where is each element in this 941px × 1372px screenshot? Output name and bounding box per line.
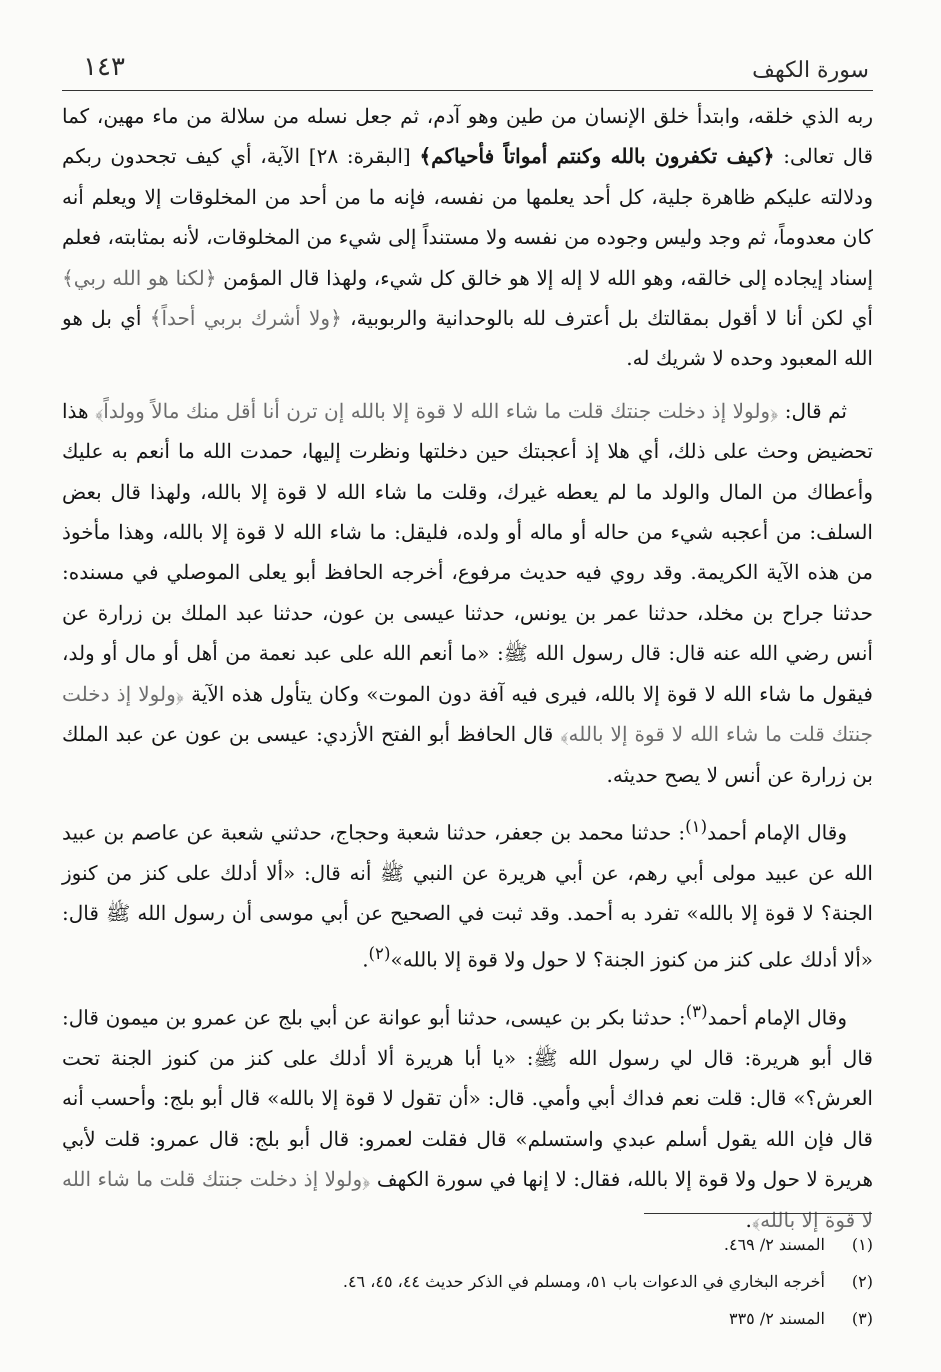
- text-run: ﴿كيف تكفرون بالله وكنتم أمواتاً فأحياكم﴾: [419, 144, 775, 169]
- text-run: : حدثنا محمد بن جعفر، حدثنا شعبة وحجاج، حدثني شعبة عن عاصم بن عبيد الله عن عبيد مولى أبي رهم، عن أبي هريرة عن النبي ﷺ أنه قال: «ألا أدلك على كنز من كنوز الجنة؟ لا قوة إلا بالله» تفرد به أحمد. وقد ثبت في الصحيح عن أبي موسى أن رسول الله ﷺ قال: «ألا أدلك على كنز من كنوز الجنة؟ لا حول ولا قوة إلا بالله»: [62, 820, 873, 972]
- running-head: سورة الكهف: [752, 58, 869, 83]
- paragraph: [62, 992, 873, 1240]
- footnote-number: (١): [851, 1235, 873, 1254]
- footnotes: [62, 1226, 873, 1337]
- header-rule: [62, 90, 873, 91]
- text-run: هذا تحضيض وحث على ذلك، أي هلا إذ أعجبتك حين دخلتها ونظرت إليها، حمدت الله ما أنعم به عليك وأعطاك من المال والولد ما لم يعطه غيرك، وقلت ما شاء الله لا قوة إلا بالله، ولهذا قال بعض السلف: من أعجبه شيء من حاله أو ماله أو ولده، فليقل: ما شاء الله لا قوة إلا بالله، وهذا مأخوذ من هذه الآية الكريمة. وقد روي فيه حديث مرفوع، أخرجه الحافظ أبو يعلى الموصلي في مسنده: حدثنا جراح بن مخلد، حدثنا عمر بن يونس، حدثنا عيسى بن عون، حدثنا عبد الملك بن زرارة عن أنس رضي الله عنه قال: قال رسول الله ﷺ: «ما أنعم الله على عبد نعمة من أهل أو مال أو ولد، فيقول ما شاء الله لا قوة إلا بالله، فيرى فيه آفة دون الموت» وكان يتأول هذه الآية: [62, 398, 873, 706]
- paragraph: [62, 391, 873, 795]
- text-run: قال الحافظ أبو الفتح الأزدي: عيسى بن عون عن عبد الملك بن زرارة عن أنس لا يصح حديثه.: [62, 722, 873, 787]
- footnote-ref: (٢): [368, 943, 391, 963]
- text-run: وقال الإمام أحمد: [707, 1005, 847, 1030]
- text-run: وقال الإمام أحمد: [707, 820, 847, 845]
- page-number: ١٤٣: [83, 52, 125, 82]
- text-run: : حدثنا بكر بن عيسى، حدثنا أبو عوانة عن أبي بلج عن عمرو بن ميمون قال: قال أبو هريرة: قال لي رسول الله ﷺ: «يا أبا هريرة ألا أدلك على كنز من كنوز الجنة تحت العرش؟» قال: قلت نعم فداك أبي وأمي. قال: «أن تقول لا قوة إلا بالله» قال أبو بلج: وأحسب أنه قال فإن الله يقول أسلم عبدي واستسلم» قال فقلت لعمرو: قال أبو بلج: قال عمرو: قلت لأبي هريرة لا حول ولا قوة إلا بالله، فقال: لا إنها في سورة الكهف: [62, 1005, 873, 1192]
- footnote-ref: (٣): [685, 1001, 708, 1021]
- paragraph: [62, 96, 873, 379]
- footnote: [62, 1226, 873, 1263]
- text-run: أي بل هو الله المعبود وحده لا شريك له.: [62, 306, 873, 371]
- text-run: ثم قال:: [778, 398, 848, 423]
- quran-verse: ﴿لكنا هو الله ربي﴾: [62, 265, 217, 290]
- footnote-text: أخرجه البخاري في الدعوات باب ٥١، ومسلم في الذكر حديث ٤٤، ٤٥، ٤٦.: [342, 1272, 825, 1291]
- quran-verse: ﴿ولولا إذ دخلت جنتك قلت ما شاء الله لا قوة إلا بالله﴾: [62, 681, 873, 747]
- footnote-rule: [644, 1213, 872, 1214]
- footnote-ref: (١): [685, 816, 708, 836]
- text-run: .: [362, 947, 369, 972]
- footnote-text: المسند ٢/ ٤٦٩.: [723, 1235, 825, 1254]
- paragraph: [62, 807, 873, 980]
- quran-verse: ﴿ولولا إذ دخلت جنتك قلت ما شاء الله لا قوة إلا بالله﴾: [62, 1167, 873, 1232]
- text-run: .: [745, 1207, 752, 1232]
- footnote: [62, 1300, 873, 1337]
- quran-verse: ﴿ولا أشرك بربي أحداً﴾: [149, 306, 342, 331]
- quran-verse: ﴿ولولا إذ دخلت جنتك قلت ما شاء الله لا قوة إلا بالله إن ترن أنا أقل منك مالاً وولداً﴾: [95, 398, 779, 423]
- text-run: [البقرة: ٢٨] الآية، أي كيف تجحدون ربكم ودلالته عليكم ظاهرة جلية، كل أحد يعلمها من نفسه، فإنه ما من أحد من المخلوقات إلا ويعلم أنه كان معدوماً، ثم وجد وليس وجوده من نفسه ولا مستنداً إلى شيء من المخلوقات، لأنه بمثابته، فعلم إسناد إيجاده إلى خالقه، وهو الله لا إله إلا هو خالق كل شيء، ولهذا قال المؤمن: [62, 144, 874, 290]
- text-run: ربه الذي خلقه، وابتدأ خلق الإنسان من طين وهو آدم، ثم جعل نسله من سلالة من ماء مهين، كما قال تعالى:: [62, 104, 874, 169]
- footnote-number: (٢): [851, 1272, 873, 1291]
- footnote: [62, 1263, 873, 1300]
- text-run: أي لكن أنا لا أقول بمقالتك بل أعترف لله بالوحدانية والربوبية،: [341, 306, 873, 331]
- body-text: [62, 96, 873, 1240]
- footnote-text: المسند ٢/ ٣٣٥: [728, 1309, 825, 1328]
- footnote-number: (٣): [851, 1309, 873, 1328]
